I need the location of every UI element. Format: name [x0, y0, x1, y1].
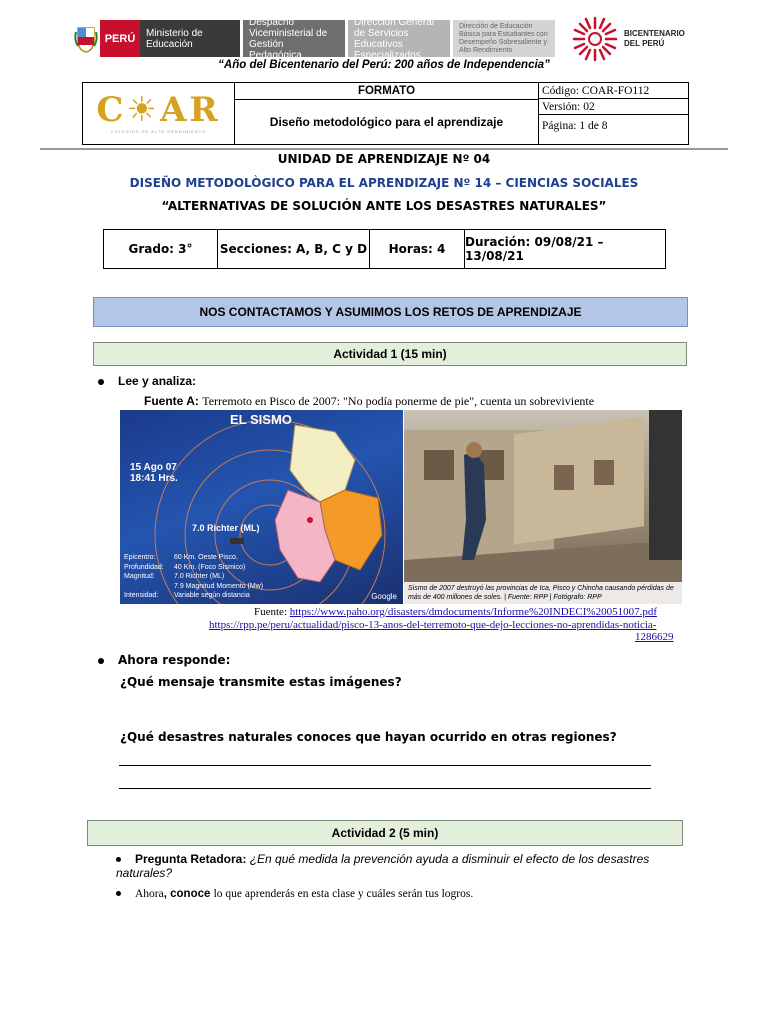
bicentenario-logo [572, 16, 685, 62]
bullet-icon [116, 891, 121, 896]
activity-1-header: Actividad 1 (15 min) [93, 342, 687, 366]
del-peru-label: DEL PERÚ [624, 39, 665, 48]
rpp-link[interactable]: https://rpp.pe/peru/actualidad/pisco-13-anos-del-terremoto-que-dejo-lecciones-no-aprendidas-noticia- [209, 619, 657, 631]
learn-goals-item: Ahora, conoce lo que aprenderás en esta clase y cuáles serán tus logros. [116, 888, 473, 900]
answer-line-2[interactable] [119, 788, 651, 789]
map-date: 15 Ago 07 [130, 462, 177, 473]
section-header: NOS CONTACTAMOS Y ASUMIMOS LOS RETOS DE APRENDIZAJE [93, 297, 688, 327]
challenge-label: Pregunta Retadora: [135, 852, 247, 866]
now-answer-label: Ahora responde: [118, 653, 231, 667]
header-divider [40, 148, 728, 150]
read-analyze-item [98, 374, 196, 388]
hours-cell: Horas: 4 [370, 230, 465, 268]
earthquake-map-image [120, 410, 403, 604]
design-title: DISEÑO METODOLÒGICO PARA EL APRENDIZAJE Nº 14 – CIENCIAS SOCIALES [129, 176, 639, 190]
document-name: Diseño metodológico para el aprendizaje [235, 100, 539, 144]
answer-line-1[interactable] [119, 765, 651, 766]
now-answer-item [98, 653, 230, 667]
learn-conoce: conoce [170, 888, 211, 900]
photo-caption: Sismo de 2007 destruyó las provincias de Ica, Pisco y Chincha causando pérdidas de más de 400 millones de soles. | Fuente: RPP | Fotógrafo: RPP [404, 582, 682, 604]
source-line [254, 606, 657, 618]
collapsed-building-photo [404, 410, 682, 604]
learn-prefix: Ahora [135, 888, 164, 900]
bullet-icon [98, 379, 104, 385]
bicentenario-label: BICENTENARIO [624, 29, 685, 38]
rpp-link-end[interactable]: 1286629 [635, 631, 674, 643]
source-a-title: Terremoto en Pisco de 2007: "No podía ponerme de pie", cuenta un sobreviviente [202, 394, 595, 408]
motto-text: “Año del Bicentenario del Perú: 200 años de Independencia” [218, 59, 550, 71]
map-time: 18:41 Hrs. [130, 473, 178, 484]
paho-link[interactable]: https://www.paho.org/disasters/dmdocuments/Informe%20INDECI%20051007.pdf [289, 606, 657, 618]
bullet-icon [98, 658, 104, 664]
map-legend: Epicentro: 60 Km. Oeste Pisco. Profundidad: 40 Km. (Foco Sísmico) Magnitud: 7.0 Richter (ML) 7.9 Magnitud Momento (Mw) Intensidad: Variable según distancia [124, 554, 264, 599]
unit-title: UNIDAD DE APRENDIZAJE Nº 04 [277, 152, 491, 166]
coar-logo-subtitle: COLEGIOS DE ALTO RENDIMIENTO [110, 129, 207, 134]
direccion-general-label: Dirección General de Servicios Educativos Especializados [348, 20, 450, 57]
read-analyze-label: Lee y analiza: [118, 374, 197, 388]
peru-label: PERÚ [100, 20, 140, 57]
session-subtitle: “ALTERNATIVAS DE SOLUCIÓN ANTE LOS DESASTRES NATURALES” [161, 199, 607, 213]
document-version: Versión: 02 [539, 100, 688, 115]
document-page: Página: 1 de 8 [542, 120, 608, 132]
bicentenario-sun-icon [572, 16, 618, 62]
format-title: FORMATO [235, 83, 539, 100]
coat-of-arms-icon [72, 20, 100, 57]
activity-2-header: Actividad 2 (5 min) [87, 820, 683, 846]
challenge-text: ¿En qué medida la prevención ayuda a disminuir el efecto de los desastres naturales? [116, 852, 650, 880]
question-2: ¿Qué desastres naturales conoces que hayan ocurrido en otras regiones? [120, 730, 617, 744]
bullet-icon [116, 857, 121, 862]
sections-cell: Secciones: A, B, C y D [218, 230, 370, 268]
earthquake-images [120, 410, 682, 604]
map-richter: 7.0 Richter (ML) [192, 523, 260, 533]
coar-logo [83, 83, 235, 144]
direccion-basica-label: Dirección de Educación Básica para Estudiantes con Desempeño Sobresaliente y Alto Rendimiento [453, 20, 555, 57]
coar-logo-text: C☀AR [96, 90, 221, 130]
source-a-line [144, 394, 594, 409]
duration-cell: Duración: 09/08/21 – 13/08/21 [465, 235, 604, 263]
question-1: ¿Qué mensaje transmite estas imágenes? [120, 675, 402, 689]
ministerio-label: Ministerio de Educación [140, 20, 240, 57]
source-prefix: Fuente: [254, 606, 287, 618]
source-a-label: Fuente A: [144, 394, 199, 408]
challenge-question [116, 852, 674, 880]
map-datetime [130, 462, 178, 484]
document-code: Código: COAR-FO112 [539, 83, 688, 99]
grade-cell: Grado: 3° [104, 230, 218, 268]
format-table [82, 82, 689, 145]
map-title: EL SISMO [230, 412, 292, 427]
government-logo-strip [72, 16, 555, 61]
grade-table [103, 229, 666, 269]
learn-suffix: lo que aprenderás en esta clase y cuáles serán tus logros. [213, 888, 474, 900]
google-watermark: Google [371, 592, 397, 601]
despacho-label: Despacho Viceministerial de Gestión Pedagógica [243, 20, 345, 57]
